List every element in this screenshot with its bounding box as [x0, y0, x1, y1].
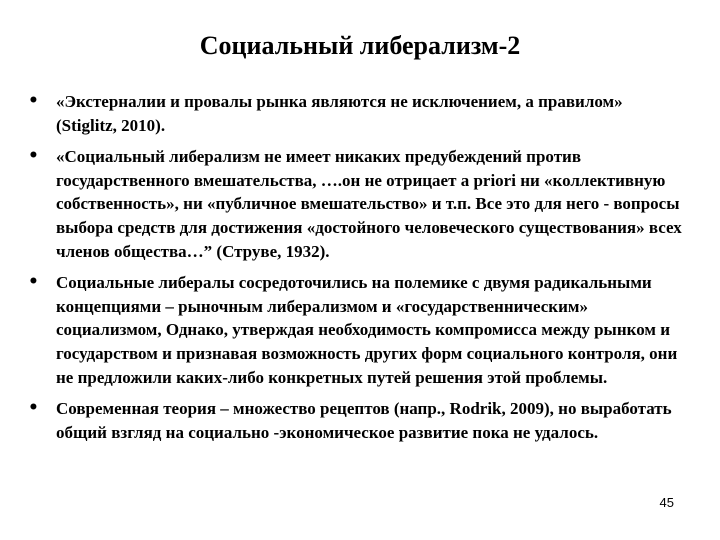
bullet-point-icon: • — [28, 398, 39, 419]
page-number: 45 — [659, 495, 674, 510]
bullet-item — [26, 271, 684, 389]
bullet-text: «Экстерналии и провалы рынка являются не исключением, а правилом» (Stiglitz, 2010). — [56, 92, 623, 135]
bullet-text: Современная теория – множество рецептов (напр., Rodrik, 2009), но выработать общий взгляд на социально -экономическое развитие пока не удалось. — [56, 399, 672, 442]
bullet-list — [26, 90, 684, 452]
bullet-text: «Социальный либерализм не имеет никаких предубеждений против государственного вмешательства, ….он не отрицает a priori ни «коллективную собственность», ни «публичное вмешательство» и т.п. Все это для него - вопросы выбора средств для достижения «достойного человеческого существования» всех членов общества…” (Струве, 1932). — [56, 147, 682, 261]
bullet-text: Социальные либералы сосредоточились на полемике с двумя радикальными концепциями – рыночным либерализмом и «государственническим» социализмом, Однако, утверждая необходимость компромисса между рынком и государством и признавая возможность других форм социального контроля, они не предложили каких-либо конкретных путей решения этой проблемы. — [56, 273, 678, 387]
bullet-point-icon: • — [28, 91, 39, 111]
bullet-item — [26, 397, 684, 444]
slide-title: Социальный либерализм-2 — [199, 31, 521, 60]
bullet-point-icon: • — [28, 146, 39, 167]
bullet-item — [26, 90, 684, 137]
bullet-item — [26, 145, 684, 263]
bullet-point-icon: • — [28, 272, 39, 293]
